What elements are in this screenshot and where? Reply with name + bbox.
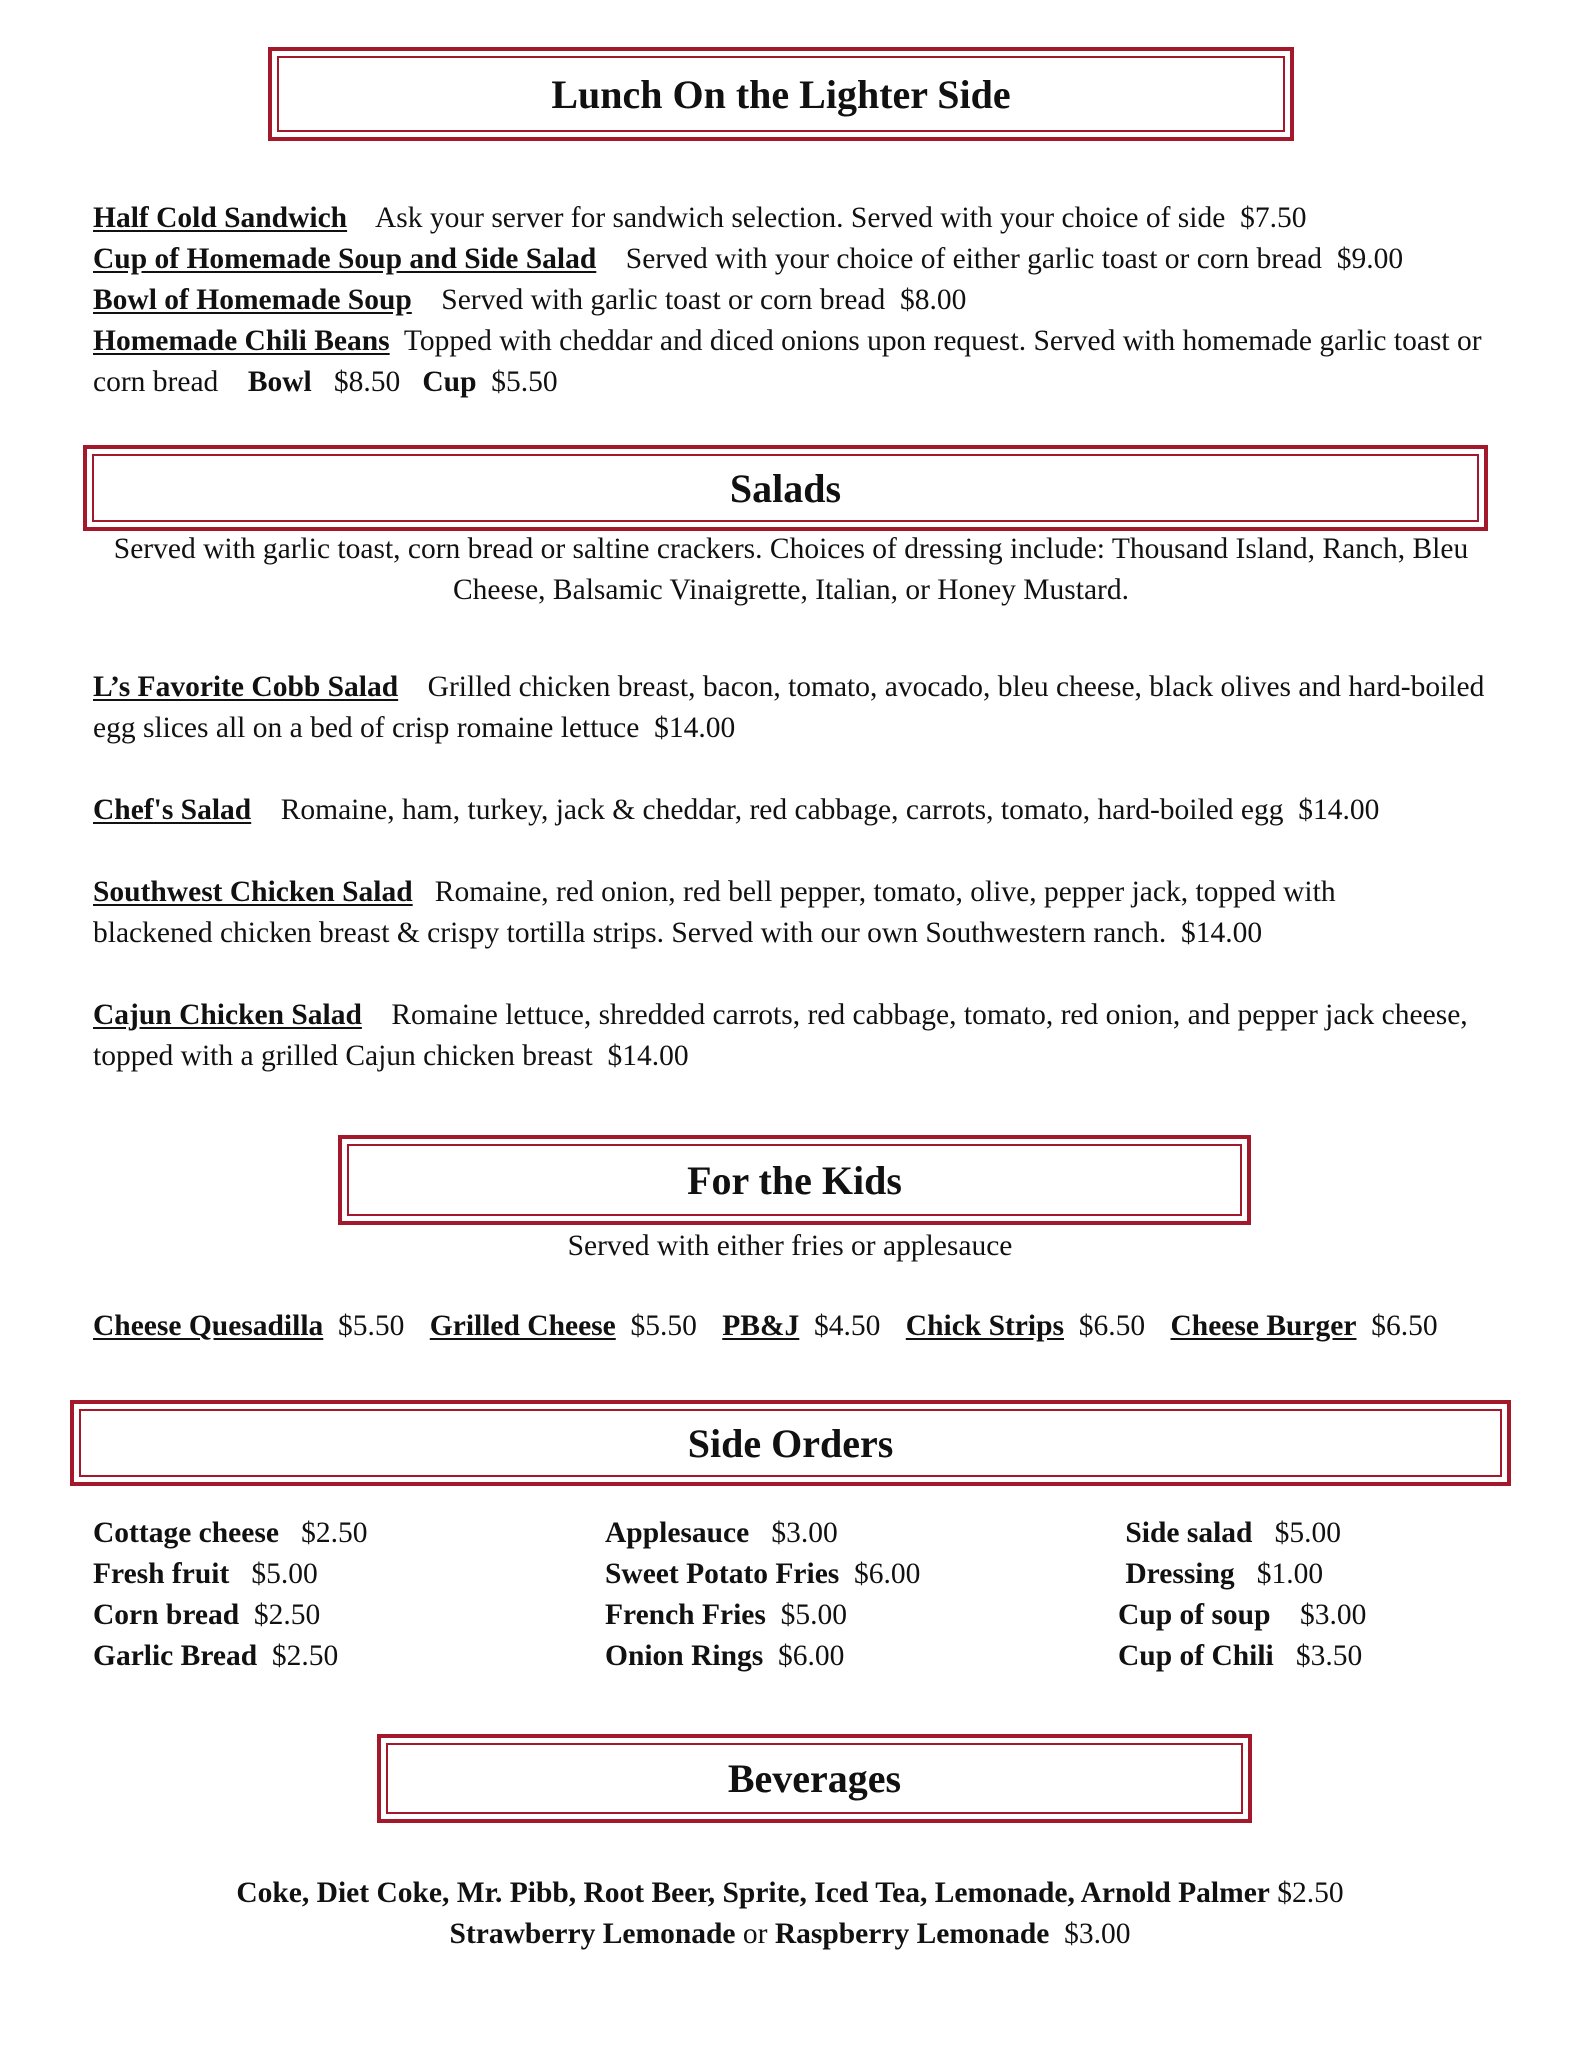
cup-label: Cup xyxy=(422,366,477,398)
lunch-item-bowl-soup xyxy=(93,280,1493,321)
salads-banner xyxy=(83,445,1488,531)
item-price: $3.00 xyxy=(1299,1599,1367,1631)
item-name: Chef's Salad xyxy=(93,794,252,826)
item-price: $5.00 xyxy=(251,1558,318,1590)
side-item xyxy=(93,1595,367,1636)
item-price: $5.50 xyxy=(630,1310,697,1342)
item-name: Applesauce xyxy=(605,1517,750,1549)
sides-column-2 xyxy=(605,1513,920,1677)
item-price: $6.50 xyxy=(1078,1310,1146,1342)
side-item xyxy=(93,1513,367,1554)
kids-item xyxy=(430,1310,697,1342)
item-name: Cottage cheese xyxy=(93,1517,279,1549)
item-name: Cheese Burger xyxy=(1170,1310,1357,1342)
item-price: $3.00 xyxy=(771,1517,838,1549)
item-name: Cajun Chicken Salad xyxy=(93,999,362,1031)
item-name: French Fries xyxy=(605,1599,766,1631)
salad-item-cobb xyxy=(93,667,1493,749)
sides-column-3 xyxy=(1118,1513,1366,1677)
item-name: Half Cold Sandwich xyxy=(93,202,348,234)
item-price: $14.00 xyxy=(654,712,736,744)
item-name: Cup of Chili xyxy=(1118,1640,1274,1672)
item-name: Fresh fruit xyxy=(93,1558,230,1590)
item-price: $2.50 xyxy=(301,1517,368,1549)
item-name: Side salad xyxy=(1125,1517,1253,1549)
sides-title: Side Orders xyxy=(687,1420,894,1466)
item-price: $8.00 xyxy=(900,284,967,316)
kids-item xyxy=(1171,1310,1438,1342)
beverages-line-1 xyxy=(80,1873,1500,1914)
item-desc: Romaine, red onion, red bell pepper, tomato, olive, pepper jack, topped with blackened chicken breast & crispy tortilla strips. Served with our own Southwestern ranch. xyxy=(93,876,1336,949)
kids-item xyxy=(906,1310,1145,1342)
salad-item-southwest xyxy=(93,872,1433,954)
item-price: $3.50 xyxy=(1295,1640,1363,1672)
item-name: Corn bread xyxy=(93,1599,240,1631)
beverages-line-2 xyxy=(80,1914,1500,1955)
side-item xyxy=(605,1513,920,1554)
beverage-price: $3.00 xyxy=(1064,1918,1131,1950)
item-price: $4.50 xyxy=(814,1310,881,1342)
lunch-item-chili-beans xyxy=(93,321,1483,403)
salads-banner-frame xyxy=(92,454,1479,522)
bowl-price: $8.50 xyxy=(333,366,401,398)
beverage-strawberry: Strawberry Lemonade xyxy=(449,1918,736,1950)
item-desc: Romaine, ham, turkey, jack & cheddar, red cabbage, carrots, tomato, hard-boiled egg xyxy=(280,794,1284,826)
item-name: Cheese Quesadilla xyxy=(93,1310,324,1342)
kids-banner-frame xyxy=(347,1144,1242,1216)
beverages-banner-frame xyxy=(386,1743,1243,1814)
item-desc: Served with your choice of either garlic toast or corn bread xyxy=(625,243,1323,275)
side-item xyxy=(93,1554,367,1595)
side-item xyxy=(1118,1636,1366,1677)
item-price: $2.50 xyxy=(271,1640,339,1672)
item-name: Bowl of Homemade Soup xyxy=(93,284,412,316)
item-name: Dressing xyxy=(1125,1558,1235,1590)
lunch-title: Lunch On the Lighter Side xyxy=(551,71,1011,117)
salads-note: Served with garlic toast, corn bread or saltine crackers. Choices of dressing include: Thousand Island, Ranch, Bleu Cheese, Balsamic Vinaigrette, Italian, or Honey Mustard. xyxy=(113,533,1469,606)
kids-item xyxy=(93,1310,404,1342)
beverage-price: $2.50 xyxy=(1277,1877,1344,1909)
lunch-item-half-cold-sandwich xyxy=(93,198,1493,239)
side-item xyxy=(1118,1554,1366,1595)
side-item xyxy=(605,1636,920,1677)
item-name: Southwest Chicken Salad xyxy=(93,876,413,908)
sides-banner-frame xyxy=(79,1409,1502,1477)
kids-items xyxy=(93,1306,1553,1347)
salad-item-chef xyxy=(93,790,1493,831)
kids-banner xyxy=(338,1135,1251,1225)
item-name: Garlic Bread xyxy=(93,1640,258,1672)
kids-title: For the Kids xyxy=(687,1157,902,1203)
item-name: PB&J xyxy=(722,1310,800,1342)
item-price: $14.00 xyxy=(607,1040,689,1072)
item-price: $6.50 xyxy=(1371,1310,1438,1342)
lunch-banner xyxy=(268,47,1294,141)
item-desc: Romaine lettuce, shredded carrots, red cabbage, tomato, red onion, and pepper jack cheese, topped with a grilled Cajun chicken breast xyxy=(93,999,1468,1072)
item-desc: Served with garlic toast or corn bread xyxy=(441,284,886,316)
side-item xyxy=(605,1554,920,1595)
item-price: $2.50 xyxy=(253,1599,321,1631)
item-price: $6.00 xyxy=(777,1640,845,1672)
side-item xyxy=(1118,1513,1366,1554)
side-item xyxy=(605,1595,920,1636)
salad-item-cajun xyxy=(93,995,1473,1077)
item-price: $5.00 xyxy=(1274,1517,1341,1549)
item-name: Cup of soup xyxy=(1118,1599,1271,1631)
beverages-banner xyxy=(377,1734,1252,1823)
kids-item xyxy=(722,1310,880,1342)
item-desc: Topped with cheddar and diced onions upon request. Served with homemade garlic toast or corn bread xyxy=(93,325,1482,398)
kids-note: Served with either fries or applesauce xyxy=(567,1230,1013,1262)
item-name: Sweet Potato Fries xyxy=(605,1558,840,1590)
item-name: Homemade Chili Beans xyxy=(93,325,390,357)
item-name: L’s Favorite Cobb Salad xyxy=(93,671,399,703)
item-desc: Ask your server for sandwich selection. Served with your choice of side xyxy=(374,202,1226,234)
sides-banner xyxy=(70,1400,1511,1486)
bowl-label: Bowl xyxy=(247,366,312,398)
beverage-list: Coke, Diet Coke, Mr. Pibb, Root Beer, Sprite, Iced Tea, Lemonade, Arnold Palmer xyxy=(236,1877,1270,1909)
item-name: Grilled Cheese xyxy=(429,1310,616,1342)
item-price: $6.00 xyxy=(854,1558,921,1590)
beverage-raspberry: Raspberry Lemonade xyxy=(774,1918,1050,1950)
item-name: Onion Rings xyxy=(605,1640,764,1672)
side-item xyxy=(1118,1595,1366,1636)
cup-price: $5.50 xyxy=(491,366,558,398)
item-price: $1.00 xyxy=(1256,1558,1324,1590)
item-price: $14.00 xyxy=(1298,794,1380,826)
item-price: $5.50 xyxy=(338,1310,405,1342)
sides-column-1 xyxy=(93,1513,367,1677)
beverage-or: or xyxy=(742,1918,768,1950)
item-price: $14.00 xyxy=(1180,917,1263,949)
side-item xyxy=(93,1636,367,1677)
item-desc: Grilled chicken breast, bacon, tomato, avocado, bleu cheese, black olives and hard-boiled egg slices all on a bed of crisp romaine lettuce xyxy=(93,671,1485,744)
lunch-item-soup-salad xyxy=(93,239,1493,280)
beverages-title: Beverages xyxy=(727,1756,902,1801)
item-name: Cup of Homemade Soup and Side Salad xyxy=(93,243,597,275)
item-price: $9.00 xyxy=(1336,243,1404,275)
item-price: $5.00 xyxy=(780,1599,847,1631)
salads-title: Salads xyxy=(729,465,842,511)
item-price: $7.50 xyxy=(1240,202,1307,234)
lunch-banner-frame xyxy=(277,56,1285,132)
item-name: Chick Strips xyxy=(905,1310,1064,1342)
